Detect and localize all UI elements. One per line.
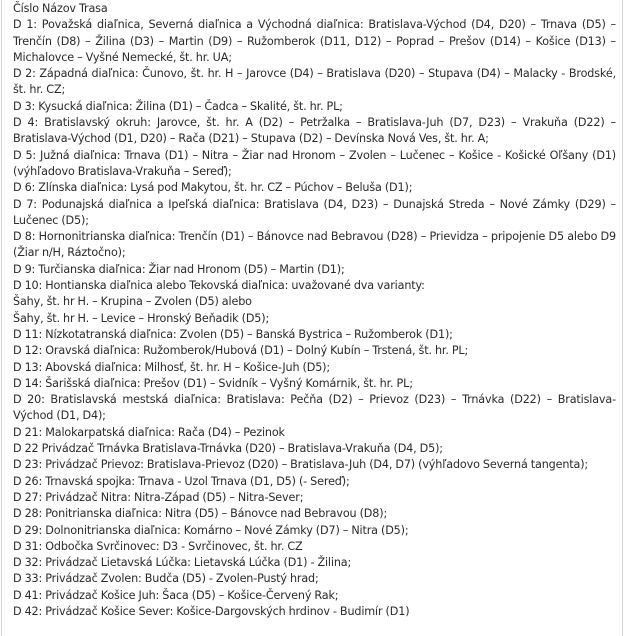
route-entry-d4: D 4: Bratislavský okruh: Jarovce, št. hr. A (D2) – Petržalka – Bratislava-Juh (D7, D23) – Vrakuňa (D22) – Bratislava-Východ (D1, D20) – Rača (D21) – Stupava (D2) – Devínska Nová Ves, št. hr. A; xyxy=(13,116,616,146)
route-entry-d12: D 12: Oravská diaľnica: Ružomberok/Hubová (D1) – Dolný Kubín – Trstená, št. hr. PL; xyxy=(13,344,469,358)
route-entry-d10-variant-b: Šahy, št. hr H. – Levice – Hronský Beňadik (D5); xyxy=(13,311,270,325)
route-entry-d1: D 1: Považská diaľnica, Severná diaľnica a Východná diaľnica: Bratislava-Východ (D4, D20) – Trnava (D5) – Trenčín (D8) – Žilina (D3) – Martin (D9) – Ružomberok (D11, D12) – Poprad – Prešov (D14) – Košice (D13) – Michalovce – Vyšné Nemecké, št. hr. UA; xyxy=(13,18,616,64)
route-entry-d11: D 11: Nízkotatranská diaľnica: Zvolen (D5) – Banská Bystrica – Ružomberok (D1); xyxy=(13,327,453,341)
route-entry-d32: D 32: Privádzač Lietavská Lúčka: Lietavská Lúčka (D1) - Žilina; xyxy=(13,556,352,570)
route-entry-d13: D 13: Abovská diaľnica: Milhosť, št. hr. H – Košice-Juh (D5); xyxy=(13,360,330,374)
route-entry-d5: D 5: Južná diaľnica: Trnava (D1) – Nitra – Žiar nad Hronom – Zvolen – Lučenec – Košice - Košické Oľšany (D1) (výhľadovo Bratislava-Vrakuňa – Sereď); xyxy=(13,148,616,178)
route-entry-d41: D 41: Privádzač Košice Juh: Šaca (D5) – Košice-Červený Rak; xyxy=(13,588,339,602)
route-entry-d9: D 9: Turčianska diaľnica: Žiar nad Hronom (D5) – Martin (D1); xyxy=(13,262,345,276)
route-entry-d2: D 2: Západná diaľnica: Čunovo, št. hr. H – Jarovce (D4) – Bratislava (D20) – Stupava (D4) – Malacky - Brodské, št. hr. CZ; xyxy=(13,67,616,97)
route-entry-d21: D 21: Malokarpatská diaľnica: Rača (D4) – Pezinok xyxy=(13,425,285,439)
route-entry-d8: D 8: Hornonitrianska diaľnica: Trenčín (D1) – Bánovce nad Bebravou (D28) – Prievidza – pripojenie D5 alebo D9 (Žiar n/H, Ráztočno); xyxy=(13,230,616,260)
route-entry-d26: D 26: Trnavská spojka: Trnava - Uzol Trnava (D1, D5) (- Sereď); xyxy=(13,474,350,488)
route-entry-d22: D 22 Privádzač Trnávka Bratislava-Trnávka (D20) – Bratislava-Vrakuňa (D4, D5); xyxy=(13,442,443,456)
route-entry-d29: D 29: Dolnonitrianska diaľnica: Komárno – Nové Zámky (D7) – Nitra (D5); xyxy=(13,523,409,537)
route-entry-d28: D 28: Ponitrianska diaľnica: Nitra (D5) – Bánovce nad Bebravou (D8); xyxy=(13,507,388,521)
table-header: Číslo Názov Trasa xyxy=(13,2,108,15)
route-entry-d20: D 20: Bratislavská mestská diaľnica: Bratislava: Pečňa (D2) – Prievoz (D23) – Trnávka (D22) – Bratislava-Východ (D1, D4); xyxy=(13,393,616,423)
route-entry-d7: D 7: Podunajská diaľnica a Ipeľská diaľnica: Bratislava (D4, D23) – Dunajská Streda – Nové Zámky (D29) – Lučenec (D5); xyxy=(13,197,616,227)
route-entry-d10-variant-a: Šahy, št. hr H. – Krupina – Zvolen (D5) alebo xyxy=(13,295,252,309)
route-entry-d33: D 33: Privádzač Zvolen: Budča (D5) - Zvolen-Pustý hrad; xyxy=(13,572,319,586)
route-entry-d27: D 27: Privádzač Nitra: Nitra-Západ (D5) – Nitra-Sever; xyxy=(13,490,304,504)
route-entry-d10: D 10: Hontianska diaľnica alebo Tekovská diaľnica: uvažované dva varianty: xyxy=(13,279,425,293)
document-body xyxy=(1,0,623,636)
route-entry-d31: D 31: Odbočka Svrčinovec: D3 - Svrčinovec, št. hr. CZ xyxy=(13,539,303,553)
route-entry-d3: D 3: Kysucká diaľnica: Žilina (D1) – Čadca – Skalité, št. hr. PL; xyxy=(13,99,343,113)
route-entry-d42: D 42: Privádzač Košice Sever: Košice-Dargovských hrdinov - Budimír (D1) xyxy=(13,604,410,618)
route-entry-d14: D 14: Šarišská diaľnica: Prešov (D1) – Svidník – Vyšný Komárnik, št. hr. PL; xyxy=(13,376,413,390)
route-entry-d23: D 23: Privádzač Prievoz: Bratislava-Prievoz (D20) – Bratislava-Juh (D4, D7) (výhľadovo Severná tangenta); xyxy=(13,458,589,472)
route-entry-d6: D 6: Zlínska diaľnica: Lysá pod Makytou, št. hr. CZ – Púchov – Beluša (D1); xyxy=(13,181,413,195)
